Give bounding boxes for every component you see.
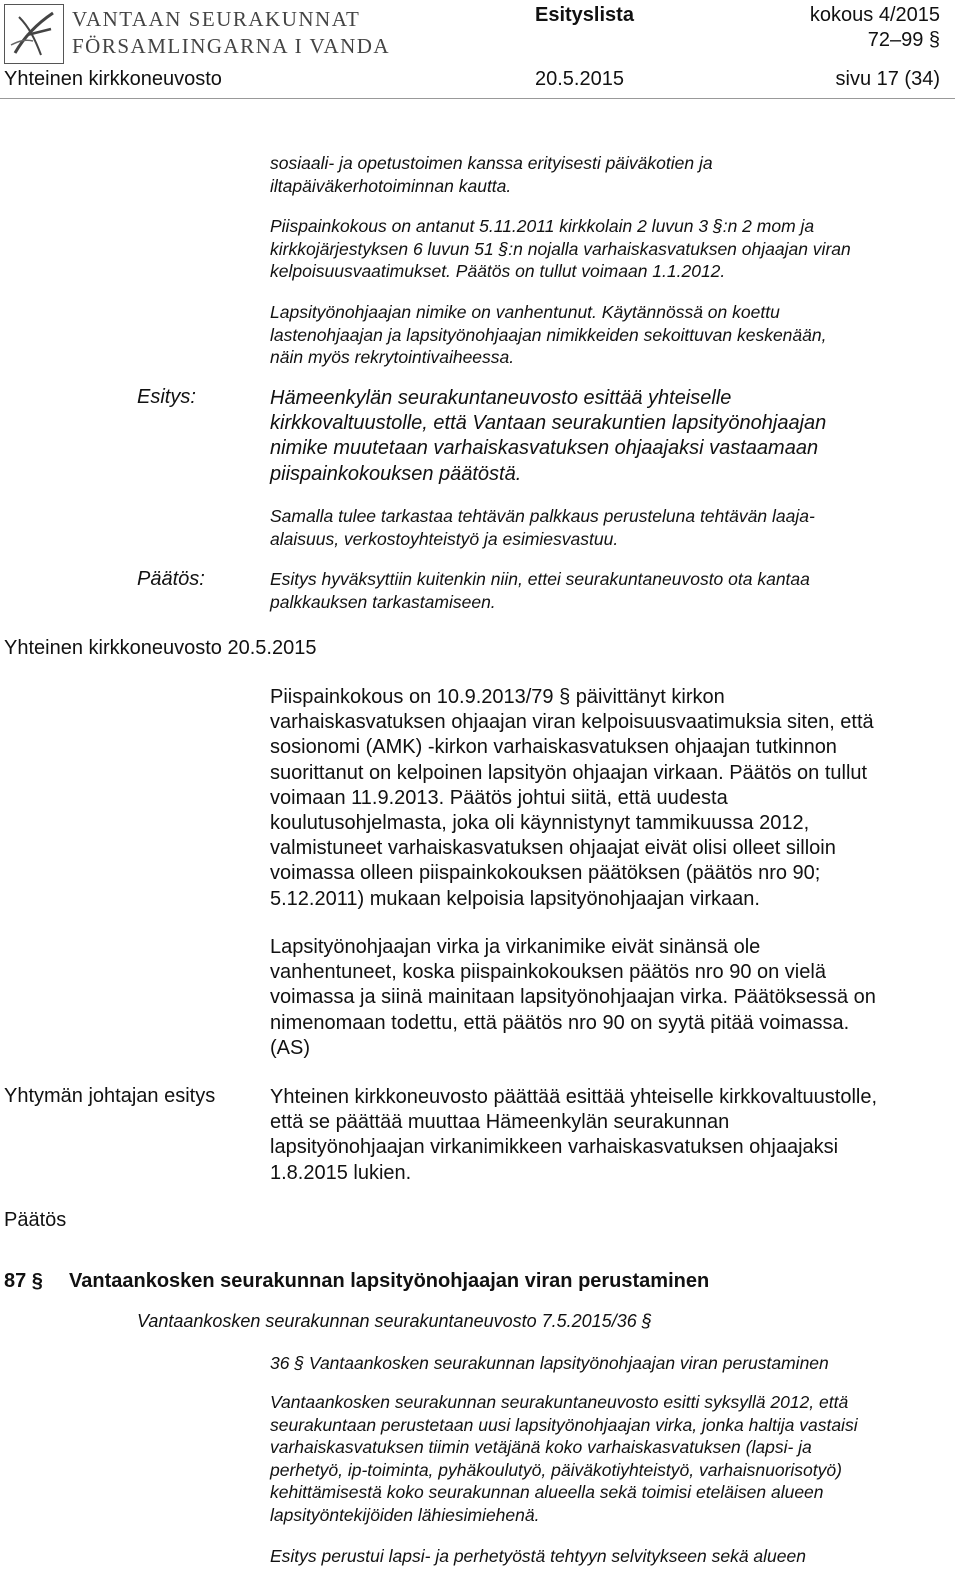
decision-label: Päätös <box>4 1209 67 1231</box>
paragraph-salary-review: Samalla tulee tarkastaa tehtävän palkkaus perusteluna tehtävän laaja- alaisuus, verkostoyhteistyö ja esimiesvastuu. <box>270 506 815 549</box>
section-title: Vantaankosken seurakunnan lapsityönohjaajan viran perustaminen <box>69 1270 710 1292</box>
logo-text-finnish: VANTAAN SEURAKUNNAT <box>72 7 361 31</box>
paragraph-cooperation: sosiaali- ja opetustoimen kanssa erityisesti päiväkotien ja iltapäiväkerhotoiminnan kautta. <box>270 153 713 196</box>
section-subheading: Vantaankosken seurakunnan seurakuntaneuvosto 7.5.2015/36 § <box>137 1311 652 1331</box>
church-logo <box>4 4 64 64</box>
paatos-text: Esitys hyväksyttiin kuitenkin niin, ettei seurakuntaneuvosto ota kantaa palkkauksen tarkastamiseen. <box>270 569 810 612</box>
esitys-label: Esitys: <box>137 386 196 408</box>
meeting-date: 20.5.2015 <box>535 68 624 90</box>
section-number: 87 § <box>4 1270 43 1292</box>
proposal-label: Yhtymän johtajan esitys <box>4 1085 216 1107</box>
header-divider <box>0 98 955 99</box>
paragraph-new-office-proposal: Vantaankosken seurakunnan seurakuntaneuvosto esitti syksyllä 2012, että seurakuntaan perustetaan uusi lapsityönohjaajan virka, jonka haltija vastaisi varhaiskasvatuksen tiimin vetäjänä koko varhaiskasvatuksen (lapsi- ja perhetyö, ip-toiminta, pyhäkoulutyö, päiväkotiyhteistyö, varhaisnuorisotyö) kehittämisestä koko seurakunnan alueella sekä toimisi eteläisen alueen lapsityöntekijöiden lähiesimiehenä. <box>270 1392 858 1525</box>
esitys-text: Hämeenkylän seurakuntaneuvosto esittää yhteiselle kirkkovaltuustolle, että Vantaan seurakuntien lapsityönohjaajan nimike muutetaan varhaiskasvatuksen ohjaajaksi vastaamaan piispainkokouksen päätöstä. <box>270 387 827 485</box>
document-type: Esityslista <box>535 4 634 26</box>
logo-text-swedish: FÖRSAMLINGARNA I VANDA <box>72 34 391 58</box>
paragraph-bishops-decision-2013: Piispainkokous on 10.9.2013/79 § päivittänyt kirkon varhaiskasvatuksen ohjaajan viran kelpoisuusvaatimuksia siten, että sosionomi (AMK) -kirkon varhaiskasvatuksen ohjaajan tutkinnon suorittanut on kelpoinen lapsityön ohjaajan virkaan. Päätös on tullut voimaan 11.9.2013. Päätös johtui siitä, että uudesta koulutusohjelmasta, joka oli käynnistynyt tammikuussa 2012, valmistuneet varhaiskasvatuksen ohjaajat eivät olisi olleet silloin voimassa olleen piispainkokouksen päätöksen (päätös nro 90; 5.12.2011) mukaan kelpoisia lapsityönohjaajan virkaan. <box>270 686 874 910</box>
council-heading: Yhteinen kirkkoneuvosto 20.5.2015 <box>4 637 317 659</box>
paragraph-survey-basis: Esitys perustui lapsi- ja perhetyöstä tehtyyn selvitykseen sekä alueen <box>270 1546 806 1566</box>
item-heading: 36 § Vantaankosken seurakunnan lapsityönohjaajan viran perustaminen <box>270 1353 829 1373</box>
proposal-text: Yhteinen kirkkoneuvosto päättää esittää yhteiselle kirkkovaltuustolle, että se päättää muuttaa Hämeenkylän seurakunnan lapsityönohjaajan virkanimikkeen varhaiskasvatuksen ohjaajaksi 1.8.2015 lukien. <box>270 1086 878 1184</box>
paatos-label: Päätös: <box>137 568 205 590</box>
meeting-number: kokous 4/2015 <box>809 4 940 26</box>
organization-name: Yhteinen kirkkoneuvosto <box>4 68 222 90</box>
paragraph-office-status: Lapsityönohjaajan virka ja virkanimike eivät sinänsä ole vanhentuneet, koska piispainkokouksen päätös nro 90 on vielä voimassa ja siinä mainitaan lapsityönohjaajan virka. Päätöksessä on nimenomaan todettu, että päätös nro 90 on syytä pitää voimassa. (AS) <box>270 936 876 1059</box>
section-range: 72–99 § <box>867 29 940 51</box>
paragraph-title-outdated: Lapsityönohjaajan nimike on vanhentunut. Käytännössä on koettu lastenohjaajan ja lapsityönohjaajan nimikkeiden sekoittuvan keskenään, näin myös rekrytointivaiheessa. <box>270 302 827 367</box>
page-number: sivu 17 (34) <box>835 68 940 90</box>
paragraph-bishops-decision-2011: Piispainkokous on antanut 5.11.2011 kirkkolain 2 luvun 3 §:n 2 mom ja kirkkojärjestyksen 6 luvun 51 §:n nojalla varhaiskasvatuksen ohjaajan viran kelpoisuusvaatimukset. Päätös on tullut voimaan 1.1.2012. <box>270 216 851 281</box>
cross-logo-icon <box>5 5 63 63</box>
